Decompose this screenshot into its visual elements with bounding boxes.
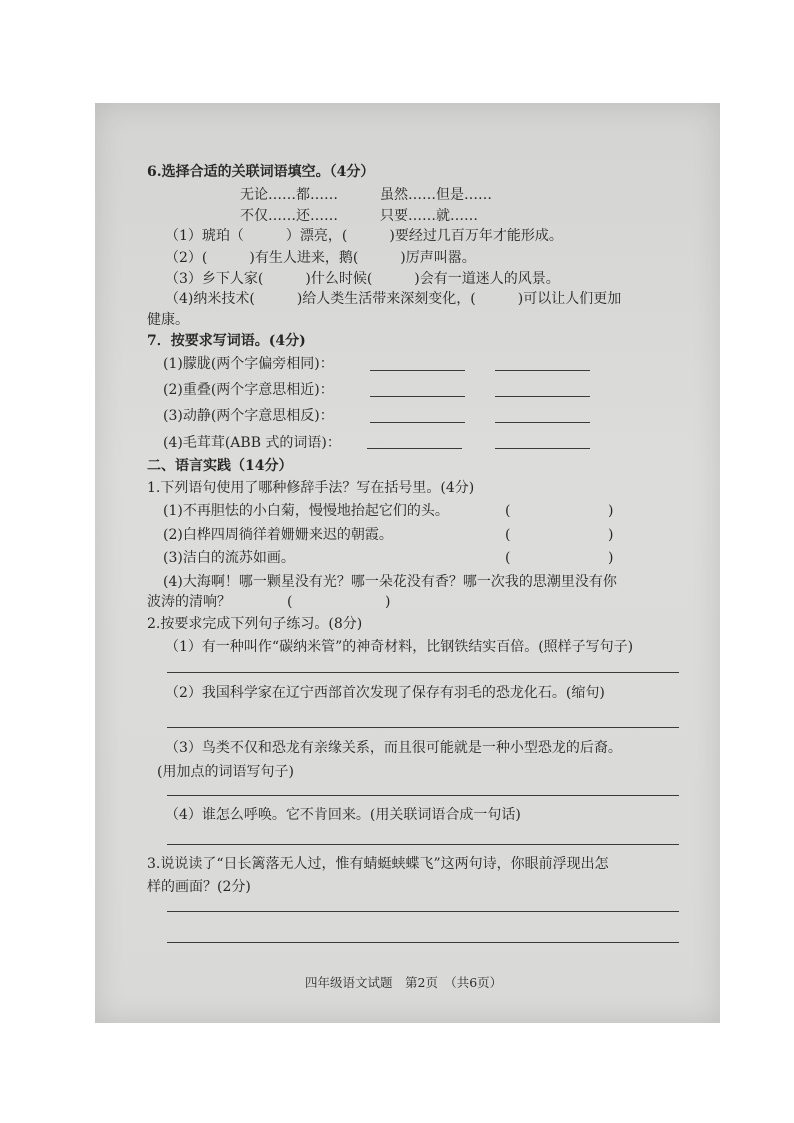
answer-blank[interactable] <box>370 396 465 397</box>
p1-title: 1.下列语句使用了哪种修辞手法？写在括号里。(4分) <box>147 480 475 496</box>
q6-item: （2）( )有生人进来，鹅( )厉声叫嚣。 <box>165 250 476 266</box>
answer-blank[interactable] <box>370 422 465 423</box>
q6-option: 虽然……但是…… <box>380 187 492 203</box>
q6-item: （1）琥珀（ ）漂亮，( )要经过几百万年才能形成。 <box>165 228 563 244</box>
section-title: 二、语言实践（14分） <box>147 458 293 474</box>
p3-title-line2: 样的画面？(2分) <box>147 879 251 895</box>
q7-item: (2)重叠(两个字意思相近)： <box>163 382 334 398</box>
paren-open: ( <box>505 527 511 543</box>
paren-open: ( <box>505 550 511 566</box>
q7-item: (1)朦胧(两个字偏旁相同)： <box>163 356 334 372</box>
p2-item: (用加点的词语写句子) <box>157 764 294 780</box>
answer-blank[interactable] <box>495 448 590 449</box>
p1-item: (1)不再胆怯的小白菊，慢慢地抬起它们的头。 <box>163 503 449 519</box>
q6-item: （3）乡下人家( )什么时候( )会有一道迷人的风景。 <box>165 271 560 287</box>
paren-open: ( <box>287 594 293 610</box>
answer-line[interactable] <box>167 727 679 728</box>
q7-item: (3)动静(两个字意思相反)： <box>163 408 334 424</box>
q6-item: （4)纳米技术( )给人类生活带来深刻变化，( )可以让人们更加 <box>165 291 622 307</box>
q7-title: 7．按要求写词语。(4分) <box>147 333 306 349</box>
answer-line[interactable] <box>167 844 679 845</box>
answer-line[interactable] <box>167 672 679 673</box>
page-footer: 四年级语文试题 第2页 （共6页） <box>305 975 503 990</box>
p3-title: 3.说说读了“日长篱落无人过，惟有蜻蜓蛱蝶飞”这两句诗，你眼前浮现出怎 <box>147 856 609 872</box>
answer-blank[interactable] <box>495 370 590 371</box>
exam-sheet <box>95 103 720 1023</box>
answer-line[interactable] <box>167 795 679 796</box>
p1-item: (3)洁白的流苏如画。 <box>163 550 295 566</box>
p1-item: 波涛的清响？ <box>147 594 231 610</box>
q6-option: 只要……就…… <box>380 208 478 224</box>
answer-line[interactable] <box>167 911 679 912</box>
paren-close: ) <box>385 594 391 610</box>
p2-item: （4）谁怎么呼唤。它不肯回来。(用关联词语合成一句话) <box>165 807 521 823</box>
q6-title: 6.选择合适的关联词语填空。（4分） <box>147 164 375 180</box>
paren-close: ) <box>608 550 614 566</box>
p2-item: （2）我国科学家在辽宁西部首次发现了保存有羽毛的恐龙化石。(缩句) <box>165 685 605 701</box>
answer-blank[interactable] <box>367 448 462 449</box>
paren-close: ) <box>608 503 614 519</box>
p2-title: 2.按要求完成下列句子练习。(8分) <box>147 616 363 632</box>
q7-item: (4)毛茸茸(ABB 式的词语)： <box>163 435 341 451</box>
p1-item: (2)白桦四周徜徉着姗姗来迟的朝霞。 <box>163 527 393 543</box>
paren-close: ) <box>608 527 614 543</box>
answer-blank[interactable] <box>370 370 465 371</box>
q6-option: 不仅……还…… <box>240 208 338 224</box>
q6-item: 健康。 <box>147 312 189 328</box>
q6-option: 无论……都…… <box>240 187 338 203</box>
p1-item: (4)大海啊！哪一颗星没有光？哪一朵花没有香？哪一次我的思潮里没有你 <box>163 574 617 590</box>
answer-blank[interactable] <box>495 422 590 423</box>
p2-item: （1）有一种叫作“碳纳米管”的神奇材料，比钢铁结实百倍。(照样子写句子) <box>165 639 634 655</box>
p2-item: （3）鸟类不仅和恐龙有亲缘关系，而且很可能就是一种小型恐龙的后裔。 <box>165 740 622 756</box>
answer-blank[interactable] <box>495 396 590 397</box>
paren-open: ( <box>505 503 511 519</box>
answer-line[interactable] <box>167 942 679 943</box>
